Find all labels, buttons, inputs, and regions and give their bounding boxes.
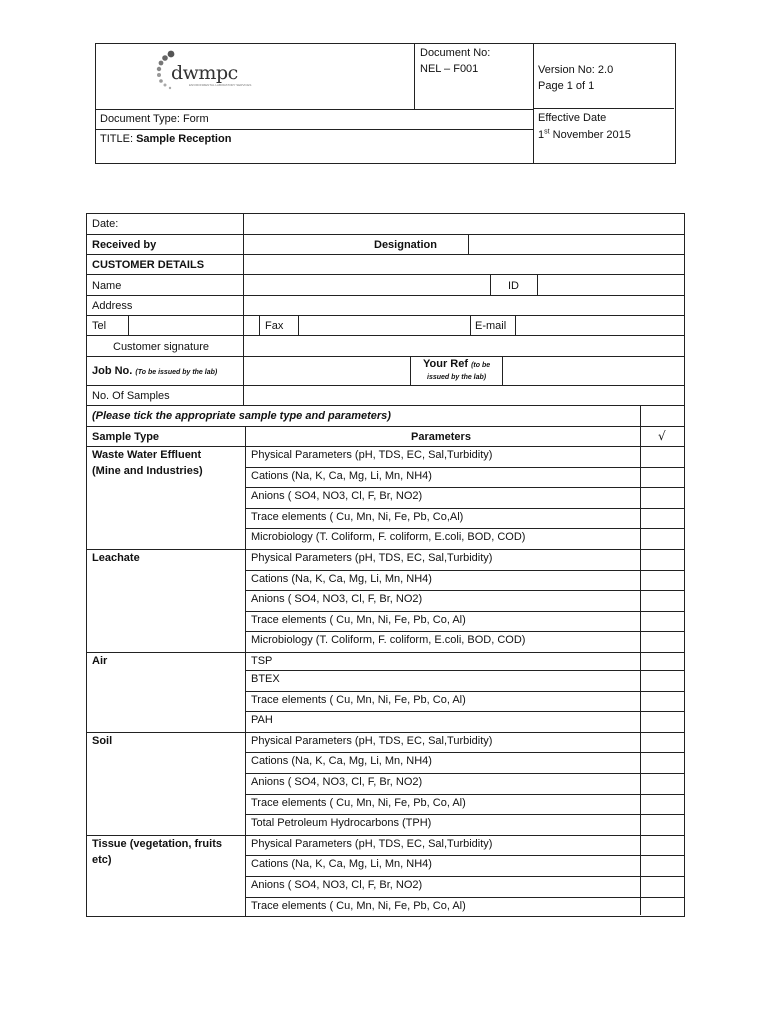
- col-line: [259, 315, 260, 336]
- received-by-label: Received by: [92, 239, 157, 251]
- header-divider-3: [95, 109, 534, 110]
- parameter-label: Trace elements ( Cu, Mn, Ni, Fe, Pb, Co, Al): [251, 899, 466, 912]
- version-number: Version No: 2.0: [538, 64, 614, 76]
- parameter-label: BTEX: [251, 673, 280, 685]
- parameter-label: Microbiology (T. Coliform, F. coliform, E.coli, BOD, COD): [251, 634, 526, 647]
- parameter-row-line: [245, 691, 684, 692]
- document-type: Document Type: Form: [100, 113, 209, 125]
- parameter-row-line: [245, 897, 684, 898]
- effective-day-suffix: st: [544, 128, 550, 136]
- parameter-tick-box[interactable]: [641, 468, 683, 487]
- no-of-samples-label: No. Of Samples: [92, 390, 170, 402]
- parameter-label: Trace elements ( Cu, Mn, Ni, Fe, Pb, Co, Al): [251, 693, 466, 706]
- parameter-label: Cations (Na, K, Ca, Mg, Li, Mn, NH4): [251, 755, 432, 768]
- parameter-label: Anions ( SO4, NO3, Cl, F, Br, NO2): [251, 490, 423, 503]
- group-separator: [86, 549, 684, 550]
- sample-type-name: Soil: [92, 734, 113, 747]
- parameter-tick-box[interactable]: [641, 856, 683, 875]
- parameter-tick-box[interactable]: [641, 591, 683, 610]
- parameter-tick-box[interactable]: [641, 774, 683, 793]
- tel-field[interactable]: [129, 316, 259, 335]
- document-title: [100, 133, 231, 146]
- parameter-row-line: [245, 670, 684, 671]
- parameter-tick-box[interactable]: [641, 488, 683, 507]
- parameter-label: Trace elements ( Cu, Mn, Ni, Fe, Pb, Co,Al): [251, 510, 464, 523]
- parameter-label: Anions ( SO4, NO3, Cl, F, Br, NO2): [251, 593, 423, 606]
- email-field[interactable]: [516, 316, 683, 335]
- fax-label: Fax: [265, 320, 284, 332]
- type-column-line: [245, 835, 246, 917]
- effective-date-value: [538, 129, 631, 142]
- document-number-value: NEL – F001: [420, 63, 479, 75]
- parameter-row-line: [245, 855, 684, 856]
- parameter-label: Cations (Na, K, Ca, Mg, Li, Mn, NH4): [251, 858, 432, 871]
- document-number-label: Document No:: [420, 47, 491, 59]
- title-value: Sample Reception: [136, 133, 232, 145]
- group-separator: [86, 446, 684, 447]
- your-ref-note-1: (to be: [471, 362, 491, 369]
- header-divider-5: [533, 108, 674, 109]
- parameter-label: Physical Parameters (pH, TDS, EC, Sal,Turbidity): [251, 449, 493, 461]
- id-label: ID: [508, 280, 519, 292]
- sample-type-name: Tissue (vegetation, fruits: [92, 837, 222, 850]
- type-column-line: [245, 426, 246, 446]
- parameter-label: Anions ( SO4, NO3, Cl, F, Br, NO2): [251, 879, 423, 891]
- title-label: TITLE:: [100, 133, 137, 145]
- sample-type-name-line2: (Mine and Industries): [92, 465, 203, 477]
- parameter-row-line: [245, 876, 684, 877]
- header-divider-4: [95, 129, 534, 130]
- parameter-label: Physical Parameters (pH, TDS, EC, Sal,Turbidity): [251, 837, 493, 850]
- parameter-row-line: [245, 814, 684, 815]
- col-line: [470, 315, 471, 336]
- parameters-header: Parameters: [411, 431, 471, 443]
- parameter-label: Total Petroleum Hydrocarbons (TPH): [251, 817, 432, 830]
- page-count: Page 1 of 1: [538, 80, 595, 92]
- parameter-tick-box[interactable]: [641, 836, 683, 855]
- parameter-tick-box[interactable]: [641, 509, 683, 528]
- sample-type-header: Sample Type: [92, 431, 160, 443]
- parameter-label: Microbiology (T. Coliform, F. coliform, E.coli, BOD, COD): [251, 531, 526, 544]
- logo-tagline: ENVIRONMENTAL LABORATORY SERVICES: [189, 83, 252, 87]
- parameter-tick-box[interactable]: [641, 632, 683, 651]
- parameter-row-line: [245, 631, 684, 632]
- parameter-row-line: [245, 611, 684, 612]
- parameter-label: Physical Parameters (pH, TDS, EC, Sal,Turbidity): [251, 734, 493, 747]
- parameter-tick-box[interactable]: [641, 753, 683, 772]
- effective-date-label: Effective Date: [538, 112, 607, 124]
- parameter-label: Cations (Na, K, Ca, Mg, Li, Mn, NH4): [251, 572, 432, 585]
- parameter-row-line: [245, 508, 684, 509]
- header-divider-1: [414, 43, 415, 109]
- parameter-label: TSP: [251, 655, 273, 667]
- job-no-field[interactable]: [244, 357, 410, 385]
- parameter-tick-box[interactable]: [641, 898, 683, 917]
- your-ref-text: Your Ref: [423, 358, 469, 370]
- type-column-line: [245, 549, 246, 652]
- parameter-row-line: [245, 487, 684, 488]
- parameter-tick-box[interactable]: [641, 529, 683, 548]
- customer-signature-field[interactable]: [244, 336, 683, 356]
- row-line: [86, 254, 684, 255]
- parameter-label: Cations (Na, K, Ca, Mg, Li, Mn, NH4): [251, 469, 432, 482]
- date-label: Date:: [92, 218, 119, 230]
- parameter-label: PAH: [251, 714, 273, 727]
- header-divider-2: [533, 43, 534, 163]
- sample-type-name: Air: [92, 655, 108, 667]
- parameter-tick-box[interactable]: [641, 571, 683, 590]
- parameter-row-line: [245, 570, 684, 571]
- parameter-tick-box[interactable]: [641, 550, 683, 569]
- company-logo: [155, 50, 252, 96]
- parameter-tick-box[interactable]: [641, 692, 683, 711]
- id-field[interactable]: [538, 275, 683, 295]
- sample-type-name: Leachate: [92, 552, 140, 564]
- parameter-tick-box[interactable]: [641, 653, 683, 669]
- parameter-row-line: [245, 711, 684, 712]
- parameter-tick-box[interactable]: [641, 795, 683, 814]
- group-separator: [86, 835, 684, 836]
- type-column-line: [245, 732, 246, 835]
- group-separator: [86, 732, 684, 733]
- received-by-field[interactable]: [244, 235, 364, 254]
- row-line: [86, 426, 684, 427]
- customer-details-heading: CUSTOMER DETAILS: [92, 259, 205, 271]
- effective-month-year: November 2015: [549, 129, 631, 141]
- tick-header: √: [658, 429, 666, 443]
- parameter-tick-box[interactable]: [641, 447, 683, 466]
- parameter-tick-box[interactable]: [641, 877, 683, 896]
- address-field[interactable]: [244, 296, 683, 315]
- logo-wordmark: dwmpc: [171, 62, 238, 84]
- date-field[interactable]: [244, 214, 683, 234]
- parameter-tick-box[interactable]: [641, 612, 683, 631]
- email-label: E-mail: [475, 320, 507, 332]
- name-field[interactable]: [244, 275, 490, 295]
- parameter-label: Trace elements ( Cu, Mn, Ni, Fe, Pb, Co, Al): [251, 796, 466, 809]
- type-column-line: [245, 652, 246, 732]
- type-column-line: [245, 446, 246, 549]
- your-ref-label: [423, 358, 490, 372]
- parameter-label: Physical Parameters (pH, TDS, EC, Sal,Turbidity): [251, 552, 493, 564]
- job-no-text: Job No.: [92, 365, 133, 377]
- instruction-text: (Please tick the appropriate sample type and parameters): [92, 410, 391, 422]
- col-line: [490, 274, 491, 295]
- parameter-label: Trace elements ( Cu, Mn, Ni, Fe, Pb, Co, Al): [251, 613, 466, 626]
- parameter-row-line: [245, 752, 684, 753]
- parameter-tick-box[interactable]: [641, 815, 683, 834]
- name-label: Name: [92, 280, 122, 292]
- customer-signature-label: Customer signature: [113, 341, 209, 353]
- parameter-row-line: [245, 528, 684, 529]
- designation-label: Designation: [374, 239, 437, 251]
- no-of-samples-field[interactable]: [244, 386, 683, 405]
- your-ref-field[interactable]: [503, 357, 683, 385]
- sample-type-name: Waste Water Effluent: [92, 449, 202, 461]
- parameter-row-line: [245, 773, 684, 774]
- designation-field[interactable]: [469, 235, 683, 254]
- parameter-tick-box[interactable]: [641, 671, 683, 690]
- parameter-tick-box[interactable]: [641, 712, 683, 731]
- fax-field[interactable]: [299, 316, 470, 335]
- parameter-row-line: [245, 590, 684, 591]
- sample-type-name-line2: etc): [92, 853, 112, 866]
- parameter-tick-box[interactable]: [641, 733, 683, 752]
- job-no-label: [92, 365, 217, 379]
- address-label: Address: [92, 300, 133, 312]
- parameter-label: Anions ( SO4, NO3, Cl, F, Br, NO2): [251, 776, 423, 788]
- job-no-note: (To be issued by the lab): [135, 369, 218, 376]
- parameter-row-line: [245, 794, 684, 795]
- tel-label: Tel: [92, 320, 107, 332]
- group-separator: [86, 652, 684, 653]
- your-ref-note-2: issued by the lab): [427, 374, 487, 381]
- col-line: [410, 356, 411, 386]
- effective-day: 1: [538, 129, 545, 141]
- row-line: [86, 405, 684, 406]
- parameter-row-line: [245, 467, 684, 468]
